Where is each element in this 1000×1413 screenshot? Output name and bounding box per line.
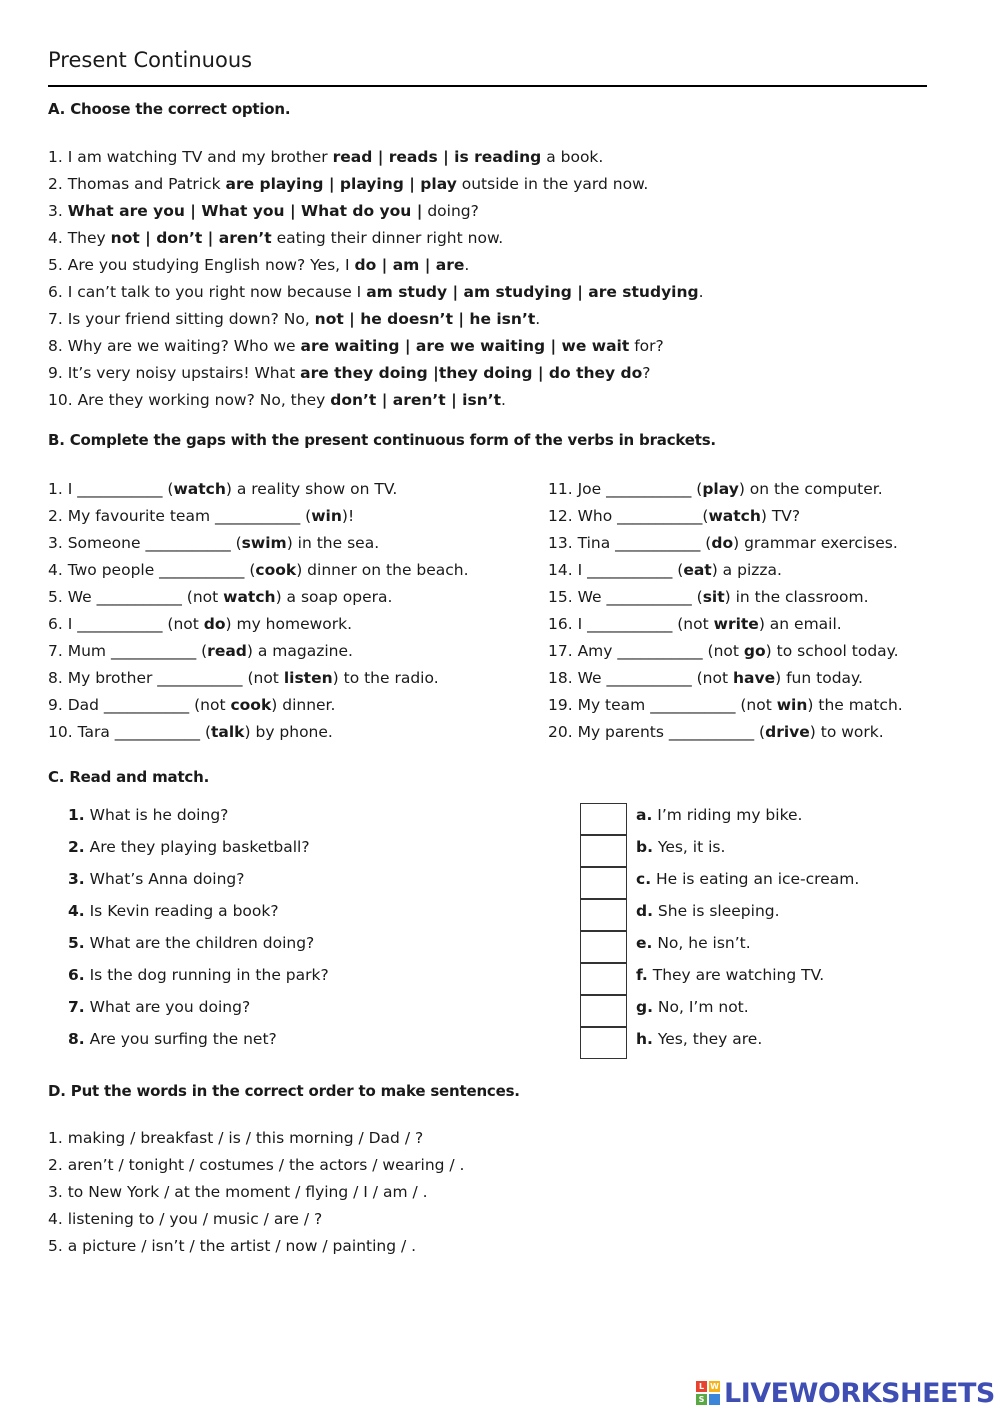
bold-text: read bbox=[207, 642, 247, 660]
bold-text: do bbox=[711, 534, 734, 552]
gap-fill-item bbox=[48, 614, 352, 634]
bold-text: 6. bbox=[68, 966, 85, 984]
bold-text: a. bbox=[636, 806, 653, 824]
bold-text: swim bbox=[241, 534, 287, 552]
bold-text: listen bbox=[283, 669, 333, 687]
choice-item bbox=[48, 282, 704, 302]
text: ) grammar exercises. bbox=[733, 534, 898, 552]
gap-fill-item bbox=[48, 668, 439, 688]
bold-text: 8. bbox=[68, 1030, 85, 1048]
text: ) a reality show on TV. bbox=[225, 480, 398, 498]
gap-fill-item bbox=[548, 479, 883, 499]
text: ) dinner on the beach. bbox=[296, 561, 469, 579]
text: 6. I ___________ (not bbox=[48, 615, 204, 633]
logo-tile bbox=[709, 1394, 720, 1405]
bold-text: watch bbox=[708, 507, 761, 525]
text: 7. Is your friend sitting down? No, bbox=[48, 310, 315, 328]
gap-fill-item bbox=[548, 587, 869, 607]
logo-tile: L bbox=[696, 1381, 707, 1392]
bold-text: drive bbox=[765, 723, 810, 741]
bold-text: watch bbox=[223, 588, 276, 606]
match-answer-box[interactable] bbox=[580, 931, 627, 963]
text: ) in the sea. bbox=[286, 534, 380, 552]
text: She is sleeping. bbox=[652, 902, 780, 920]
bold-text: sit bbox=[702, 588, 725, 606]
text: 7. Mum ___________ ( bbox=[48, 642, 208, 660]
text: ) on the computer. bbox=[738, 480, 883, 498]
text: 5. a picture / isn’t / the artist / now / painting / . bbox=[48, 1237, 417, 1255]
match-answer bbox=[636, 933, 751, 953]
text: ) a soap opera. bbox=[275, 588, 393, 606]
text: outside in the yard now. bbox=[456, 175, 649, 193]
text: ) dinner. bbox=[271, 696, 336, 714]
bold-text: not | he doesn’t | he isn’t bbox=[314, 310, 536, 328]
bold-text: write bbox=[713, 615, 759, 633]
text: 13. Tina ___________ ( bbox=[548, 534, 712, 552]
word-order-item bbox=[48, 1209, 322, 1229]
gap-fill-item bbox=[48, 560, 469, 580]
text: ) by phone. bbox=[244, 723, 333, 741]
text: Are you surfing the net? bbox=[84, 1030, 277, 1048]
text: 2. Thomas and Patrick bbox=[48, 175, 226, 193]
bold-text: am study | am studying | are studying bbox=[366, 283, 699, 301]
text: 3. Someone ___________ ( bbox=[48, 534, 242, 552]
text: 17. Amy ___________ (not bbox=[548, 642, 744, 660]
bold-text: don’t | aren’t | isn’t bbox=[330, 391, 502, 409]
liveworksheets-logo bbox=[696, 1378, 995, 1408]
match-answer bbox=[636, 805, 802, 825]
word-order-item bbox=[48, 1155, 465, 1175]
word-order-item bbox=[48, 1182, 428, 1202]
match-answer bbox=[636, 997, 749, 1017]
text: 12. Who ___________( bbox=[548, 507, 709, 525]
logo-tile: W bbox=[710, 1382, 719, 1391]
bold-text: f. bbox=[636, 966, 648, 984]
match-question bbox=[68, 965, 329, 985]
text: 4. Two people ___________ ( bbox=[48, 561, 256, 579]
choice-item bbox=[48, 201, 479, 221]
bold-text: 1. bbox=[68, 806, 85, 824]
section-a-heading: A. Choose the correct option. bbox=[48, 100, 291, 118]
bold-text: c. bbox=[636, 870, 652, 888]
logo-tile: S bbox=[696, 1394, 707, 1405]
text: ) TV? bbox=[760, 507, 801, 525]
bold-text: h. bbox=[636, 1030, 653, 1048]
logo-mark-icon bbox=[696, 1381, 720, 1405]
choice-item bbox=[48, 174, 648, 194]
text: . bbox=[464, 256, 470, 274]
text: doing? bbox=[422, 202, 479, 220]
text: No, I’m not. bbox=[652, 998, 749, 1016]
text: 3. to New York / at the moment / flying / I / am / . bbox=[48, 1183, 428, 1201]
gap-fill-item bbox=[48, 533, 379, 553]
bold-text: win bbox=[776, 696, 808, 714]
match-question bbox=[68, 837, 310, 857]
bold-text: 4. bbox=[68, 902, 85, 920]
bold-text: eat bbox=[683, 561, 712, 579]
bold-text: What are you | What you | What do you | bbox=[67, 202, 423, 220]
bold-text: are they doing |they doing | do they do bbox=[300, 364, 643, 382]
bold-text: read | reads | is reading bbox=[332, 148, 542, 166]
text: 2. aren’t / tonight / costumes / the actors / wearing / . bbox=[48, 1156, 465, 1174]
gap-fill-item bbox=[48, 506, 354, 526]
bold-text: play bbox=[702, 480, 739, 498]
bold-text: e. bbox=[636, 934, 653, 952]
text: . bbox=[501, 391, 506, 409]
text: 6. I can’t talk to you right now because I bbox=[48, 283, 367, 301]
text: 20. My parents ___________ ( bbox=[548, 723, 766, 741]
text: 8. Why are we waiting? Who we bbox=[48, 337, 301, 355]
match-answer-box[interactable] bbox=[580, 835, 627, 867]
choice-item bbox=[48, 336, 664, 356]
section-b-heading: B. Complete the gaps with the present continuous form of the verbs in brackets. bbox=[48, 431, 716, 449]
gap-fill-item bbox=[548, 533, 898, 553]
text: 2. My favourite team ___________ ( bbox=[48, 507, 312, 525]
match-question bbox=[68, 1029, 277, 1049]
title-divider bbox=[48, 85, 927, 87]
bold-text: g. bbox=[636, 998, 653, 1016]
text: ) the match. bbox=[807, 696, 903, 714]
choice-item bbox=[48, 228, 503, 248]
bold-text: are playing | playing | play bbox=[225, 175, 457, 193]
text: 4. They bbox=[48, 229, 111, 247]
text: Yes, it is. bbox=[652, 838, 726, 856]
text: Is Kevin reading a book? bbox=[84, 902, 279, 920]
text: for? bbox=[629, 337, 664, 355]
gap-fill-item bbox=[548, 668, 863, 688]
match-answer-box[interactable] bbox=[580, 899, 627, 931]
bold-text: not | don’t | aren’t bbox=[110, 229, 272, 247]
match-question bbox=[68, 997, 250, 1017]
match-answer bbox=[636, 837, 725, 857]
gap-fill-item bbox=[48, 587, 392, 607]
match-question bbox=[68, 901, 279, 921]
match-answer-box[interactable] bbox=[580, 963, 627, 995]
text: ) to the radio. bbox=[332, 669, 439, 687]
logo-text: LIVEWORKSHEETS bbox=[724, 1377, 995, 1409]
text: 19. My team ___________ (not bbox=[548, 696, 777, 714]
text: 1. I ___________ ( bbox=[48, 480, 174, 498]
choice-item bbox=[48, 255, 469, 275]
text: 1. I am watching TV and my brother bbox=[48, 148, 333, 166]
bold-text: 5. bbox=[68, 934, 85, 952]
bold-text: 2. bbox=[68, 838, 85, 856]
bold-text: are waiting | are we waiting | we wait bbox=[300, 337, 630, 355]
text: No, he isn’t. bbox=[652, 934, 751, 952]
bold-text: cook bbox=[230, 696, 272, 714]
bold-text: watch bbox=[173, 480, 226, 498]
match-answer-box[interactable] bbox=[580, 867, 627, 899]
match-question bbox=[68, 805, 228, 825]
choice-item bbox=[48, 147, 603, 167]
text: eating their dinner right now. bbox=[271, 229, 504, 247]
match-question bbox=[68, 869, 244, 889]
text: He is eating an ice-cream. bbox=[651, 870, 860, 888]
text: What’s Anna doing? bbox=[84, 870, 245, 888]
bold-text: d. bbox=[636, 902, 653, 920]
gap-fill-item bbox=[48, 479, 397, 499]
text: ) a pizza. bbox=[711, 561, 782, 579]
text: ) to work. bbox=[809, 723, 884, 741]
text: ) an email. bbox=[758, 615, 842, 633]
text: What is he doing? bbox=[84, 806, 229, 824]
gap-fill-item bbox=[548, 506, 800, 526]
gap-fill-item bbox=[48, 641, 353, 661]
text: Are they playing basketball? bbox=[84, 838, 310, 856]
text: ) a magazine. bbox=[246, 642, 353, 660]
text: 1. making / breakfast / is / this morning / Dad / ? bbox=[48, 1129, 424, 1147]
gap-fill-item bbox=[548, 722, 884, 742]
text: I’m riding my bike. bbox=[652, 806, 803, 824]
page-title: Present Continuous bbox=[48, 48, 253, 72]
match-answer-box[interactable] bbox=[580, 995, 627, 1027]
choice-item bbox=[48, 390, 506, 410]
text: 5. Are you studying English now? Yes, I bbox=[48, 256, 355, 274]
bold-text: do bbox=[203, 615, 226, 633]
bold-text: cook bbox=[255, 561, 297, 579]
text: Is the dog running in the park? bbox=[84, 966, 329, 984]
text: 9. It’s very noisy upstairs! What bbox=[48, 364, 301, 382]
gap-fill-item bbox=[48, 695, 335, 715]
match-answer bbox=[636, 869, 859, 889]
word-order-item bbox=[48, 1128, 423, 1148]
text: 18. We ___________ (not bbox=[548, 669, 733, 687]
text: 14. I ___________ ( bbox=[548, 561, 684, 579]
match-answer bbox=[636, 1029, 762, 1049]
text: 10. Are they working now? No, they bbox=[48, 391, 331, 409]
bold-text: talk bbox=[211, 723, 245, 741]
match-answer-box[interactable] bbox=[580, 1027, 627, 1059]
gap-fill-item bbox=[548, 695, 903, 715]
text: . bbox=[535, 310, 541, 328]
section-d-heading: D. Put the words in the correct order to make sentences. bbox=[48, 1082, 520, 1100]
text: They are watching TV. bbox=[647, 966, 825, 984]
text: 5. We ___________ (not bbox=[48, 588, 224, 606]
gap-fill-item bbox=[548, 614, 842, 634]
match-answer bbox=[636, 901, 780, 921]
section-c-heading: C. Read and match. bbox=[48, 768, 210, 786]
text: 4. listening to / you / music / are / ? bbox=[48, 1210, 323, 1228]
text: 15. We ___________ ( bbox=[548, 588, 703, 606]
bold-text: win bbox=[311, 507, 342, 525]
text: What are the children doing? bbox=[84, 934, 315, 952]
gap-fill-item bbox=[548, 560, 782, 580]
bold-text: have bbox=[733, 669, 776, 687]
text: 10. Tara ___________ ( bbox=[48, 723, 211, 741]
word-order-item bbox=[48, 1236, 416, 1256]
bold-text: do | am | are bbox=[354, 256, 465, 274]
choice-item bbox=[48, 363, 651, 383]
gap-fill-item bbox=[48, 722, 333, 742]
match-answer bbox=[636, 965, 824, 985]
text: Yes, they are. bbox=[652, 1030, 763, 1048]
text: ? bbox=[642, 364, 651, 382]
text: 8. My brother ___________ (not bbox=[48, 669, 284, 687]
bold-text: b. bbox=[636, 838, 653, 856]
text: )! bbox=[341, 507, 355, 525]
text: 16. I ___________ (not bbox=[548, 615, 714, 633]
text: 9. Dad ___________ (not bbox=[48, 696, 231, 714]
text: . bbox=[698, 283, 704, 301]
match-answer-box[interactable] bbox=[580, 803, 627, 835]
bold-text: go bbox=[743, 642, 766, 660]
text: ) to school today. bbox=[765, 642, 899, 660]
bold-text: 3. bbox=[68, 870, 85, 888]
choice-item bbox=[48, 309, 540, 329]
bold-text: 7. bbox=[68, 998, 85, 1016]
text: What are you doing? bbox=[84, 998, 251, 1016]
match-question bbox=[68, 933, 314, 953]
text: ) fun today. bbox=[775, 669, 863, 687]
text: 11. Joe ___________ ( bbox=[548, 480, 703, 498]
text: 3. bbox=[48, 202, 68, 220]
gap-fill-item bbox=[548, 641, 899, 661]
text: a book. bbox=[541, 148, 604, 166]
text: ) my homework. bbox=[225, 615, 353, 633]
text: ) in the classroom. bbox=[724, 588, 869, 606]
